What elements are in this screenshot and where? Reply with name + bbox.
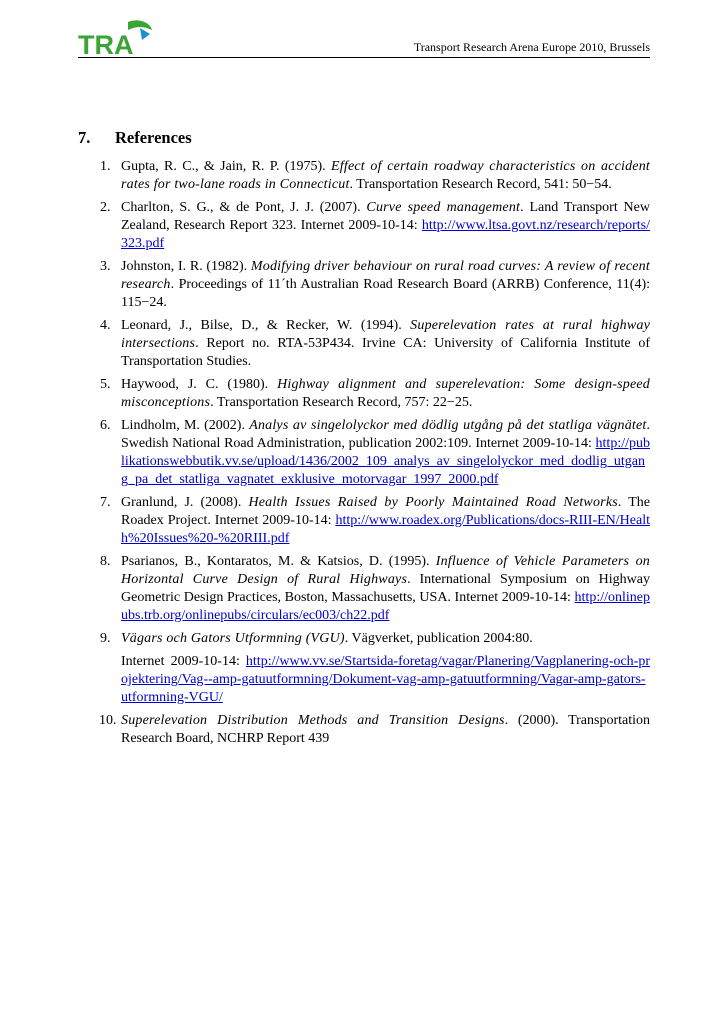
reference-title: Curve speed management — [366, 200, 521, 215]
reference-source: . (2000). Transportation Research Board, NCHRP Report 439 — [121, 713, 650, 746]
reference-authors: Granlund, J. (2008). — [121, 495, 249, 510]
reference-source: . Transportation Research Record, 757: 22−25. — [210, 395, 473, 410]
reference-number: 9. — [100, 631, 111, 646]
reference-source: . Proceedings of 11´th Australian Road Research Board (ARRB) Conference, 11(4): 115−24. — [121, 277, 650, 310]
reference-authors: Haywood, J. C. (1980). — [121, 377, 278, 392]
reference-number: 4. — [100, 318, 111, 333]
reference-title: Modifying driver behaviour on rural road curves: A review of recent research — [121, 259, 650, 292]
reference-item — [100, 199, 650, 253]
reference-number: 7. — [100, 495, 111, 510]
reference-line — [121, 630, 650, 648]
reference-link[interactable]: http://www.vv.se/Startsida-foretag/vagar/Planering/Vagplanering-och-projektering/Vag--amp-gatuutformning/Dokument-vag-amp-gatuutformning/Vagar-amp-gators-utformning-VGU/ — [121, 654, 650, 705]
reference-title: Effect of certain roadway characteristics on accident rates for two-lane roads in Connecticut — [121, 159, 650, 192]
reference-item — [100, 158, 650, 194]
reference-title: Superelevation rates at rural highway intersections — [121, 318, 650, 351]
header-divider — [78, 57, 650, 58]
reference-number: 5. — [100, 377, 111, 392]
section-number: 7. — [78, 128, 91, 147]
reference-item — [100, 376, 650, 412]
reference-item — [100, 494, 650, 548]
logo-text: TRA — [78, 30, 134, 58]
reference-title: Highway alignment and superelevation: Some design-speed misconceptions — [121, 377, 651, 410]
reference-link[interactable]: http://onlinepubs.trb.org/onlinepubs/circulars/ec003/ch22.pdf — [121, 590, 650, 623]
reference-authors: Leonard, J., Bilse, D., & Recker, W. (1994). — [121, 318, 411, 333]
reference-title: Vägars och Gators Utformning (VGU) — [121, 631, 345, 646]
reference-access: Internet 2009-10-14: — [121, 654, 246, 669]
reference-source: . Transportation Research Record, 541: 50−54. — [349, 177, 612, 192]
section-heading — [78, 128, 192, 148]
reference-title: Influence of Vehicle Parameters on Horizontal Curve Design of Rural Highways — [121, 554, 650, 587]
reference-number: 8. — [100, 554, 111, 569]
reference-authors: Gupta, R. C., & Jain, R. P. (1975). — [121, 159, 332, 174]
reference-item — [100, 417, 650, 489]
reference-item — [100, 258, 650, 312]
reference-list — [100, 158, 650, 753]
reference-link[interactable]: http://www.roadex.org/Publications/docs-RIII-EN/Health%20Issues%20-%20RIII.pdf — [121, 513, 650, 546]
reference-number: 1. — [100, 159, 111, 174]
reference-title: Superelevation Distribution Methods and Transition Designs — [121, 713, 505, 728]
reference-source: . Report no. RTA-53P434. Irvine CA: University of California Institute of Transportation Studies. — [121, 336, 650, 369]
reference-authors: Lindholm, M. (2002). — [121, 418, 250, 433]
reference-title: Health Issues Raised by Poorly Maintained Road Networks — [248, 495, 618, 510]
reference-number: 6. — [100, 418, 111, 433]
reference-source: . Swedish National Road Administration, publication 2002:109. Internet 2009-10-14: — [121, 418, 650, 451]
section-title: References — [115, 128, 192, 147]
reference-number: 3. — [100, 259, 111, 274]
reference-item — [100, 712, 650, 748]
reference-number: 2. — [100, 200, 111, 215]
tra-logo — [78, 18, 158, 58]
reference-item — [100, 317, 650, 371]
reference-source: . The Roadex Project. Internet 2009-10-14: — [121, 495, 651, 528]
reference-source: . Land Transport New Zealand, Research Report 323. Internet 2009-10-14: — [121, 200, 650, 233]
reference-authors: Johnston, I. R. (1982). — [121, 259, 251, 274]
reference-authors: Psarianos, B., Kontaratos, M. & Katsios, D. (1995). — [121, 554, 436, 569]
reference-authors: Charlton, S. G., & de Pont, J. J. (2007). — [121, 200, 367, 215]
page-header — [78, 18, 650, 58]
reference-link[interactable]: http://publikationswebbutik.vv.se/upload/1436/2002_109_analys_av_singelolyckor_med_dodlig_utgang_pa_det_statliga_vagnatet_exklusive_motorvagar_1997_2000.pdf — [121, 436, 650, 487]
reference-title: Analys av singelolyckor med dödlig utgång på det statliga vägnätet — [249, 418, 647, 433]
reference-line — [121, 653, 650, 707]
header-title: Transport Research Arena Europe 2010, Brussels — [413, 40, 650, 54]
reference-source: . International Symposium on Highway Geometric Design Practices, Boston, Massachusetts, USA. Internet 2009-10-14: — [121, 572, 650, 605]
reference-item — [100, 630, 650, 707]
reference-item — [100, 553, 650, 625]
reference-number: 10. — [99, 713, 117, 728]
reference-link[interactable]: http://www.ltsa.govt.nz/research/reports/323.pdf — [121, 218, 650, 251]
reference-source: . Vägverket, publication 2004:80. — [344, 631, 533, 646]
